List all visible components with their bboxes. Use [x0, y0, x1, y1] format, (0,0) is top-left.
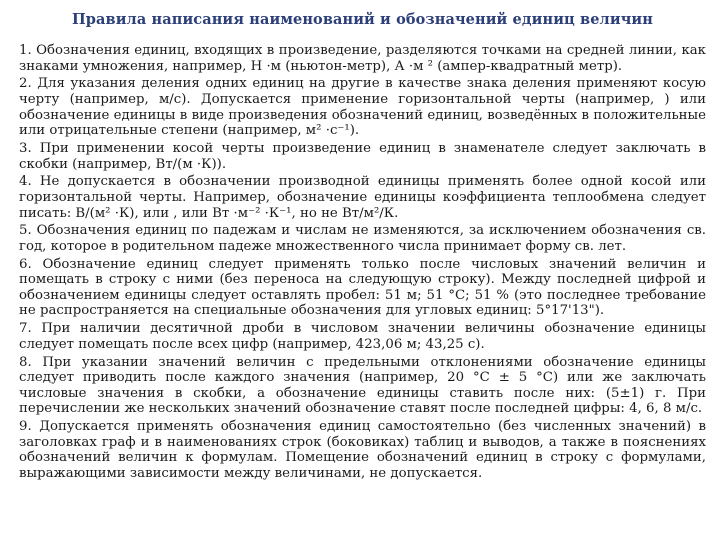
rule-paragraph-7: 7. При наличии десятичной дроби в числовом значении величины обозначение единицы следует помещать после всех цифр (например, 423,06 м; 43,25 с).: [19, 321, 706, 352]
rule-paragraph-2: 2. Для указания деления одних единиц на другие в качестве знака деления применяют косую черту (например, м/с). Допускается применение горизонтальной черты (например, ) или обозначение единицы в виде произведения обозначений единиц, возведённых в положительные или отрицательные степени (например, м² ·с⁻¹).: [19, 76, 706, 139]
rule-paragraph-9: 9. Допускается применять обозначения единиц самостоятельно (без численных значений) в заголовках граф и в наименованиях строк (боковиках) таблиц и выводов, а также в пояснениях обозначений величин к формулам. Помещение обозначений единиц в строку с формулами, выражающими зависимости между величинами, не допускается.: [19, 419, 706, 481]
rule-paragraph-8: 8. При указании значений величин с предельными отклонениями обозначение единицы следует приводить после каждого значения (например, 20 °С ± 5 °С) или же заключать числовые значения в скобки, а обозначение единицы ставить после них: (5±1) г. При перечислении же нескольких значений обозначение ставят после последней цифры: 4, 6, 8 м/с.: [19, 354, 706, 417]
rule-paragraph-4: 4. Не допускается в обозначении производной единицы применять более одной косой или горизонтальной черты. Например, обозначение единицы коэффициента теплообмена следует писать: В/(м² ·К), или , или Вт ·м⁻² ·К⁻¹, но не Вт/м²/К.: [19, 174, 706, 221]
rules-text: [19, 43, 706, 482]
rule-paragraph-1: 1. Обозначения единиц, входящих в произведение, разделяются точками на средней линии, как знаками умножения, например, Н ·м (ньютон-метр), А ·м ² (ампер-квадратный метр).: [19, 43, 706, 74]
rule-paragraph-6: 6. Обозначение единиц следует применять только после числовых значений величин и помещать в строку с ними (без переноса на следующую строку). Между последней цифрой и обозначением единицы следует оставлять пробел: 51 м; 51 °С; 51 % (это последнее требование не распространяется на специальные обозначения для угловых единиц: 5°17'13").: [19, 256, 706, 319]
rule-paragraph-5: 5. Обозначения единиц по падежам и числам не изменяются, за исключением обозначения св. год, которое в родительном падеже множественного числа принимает форму св. лет.: [19, 223, 706, 254]
rule-paragraph-3: 3. При применении косой черты произведение единиц в знаменателе следует заключать в скобки (например, Вт/(м ·К)).: [19, 140, 706, 172]
slide-title: Правила написания наименований и обозначений единиц величин: [72, 11, 653, 28]
